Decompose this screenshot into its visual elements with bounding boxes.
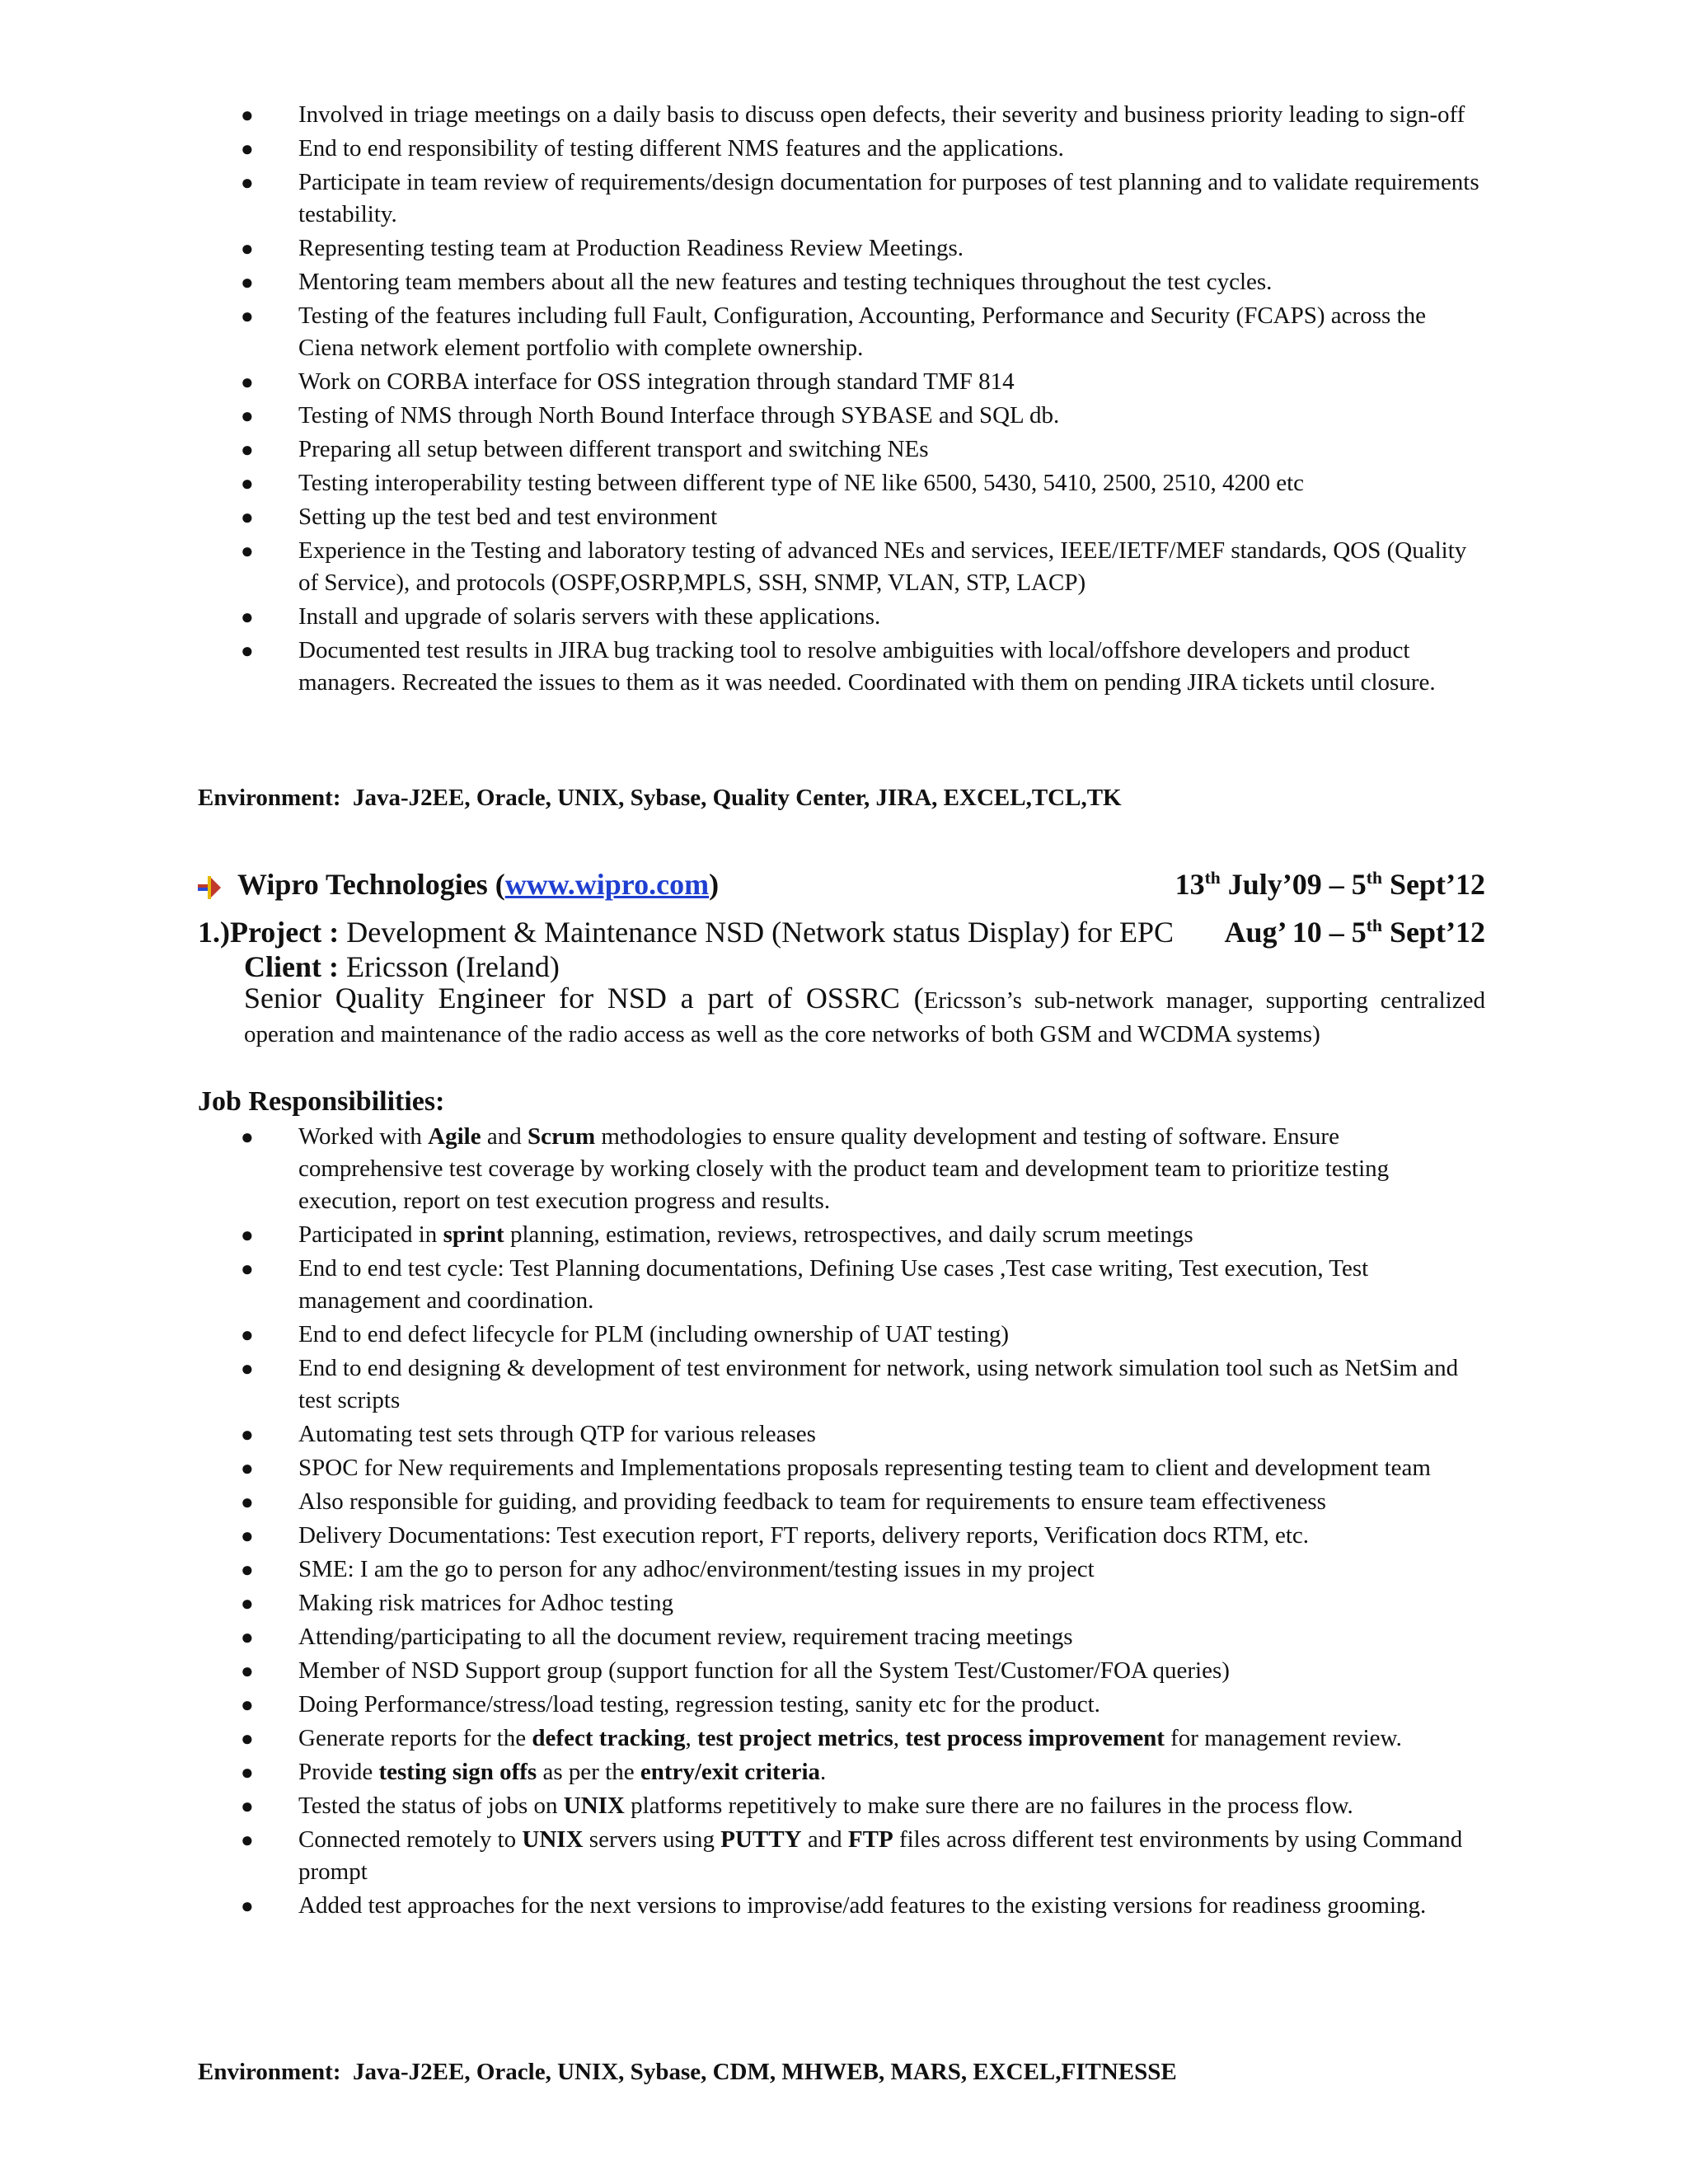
client-label: Client : bbox=[244, 950, 339, 983]
list-item bbox=[198, 1722, 1484, 1755]
list-item bbox=[198, 1520, 1484, 1552]
bullet-icon: ● bbox=[241, 1693, 254, 1717]
list-item-text: Generate reports for the bbox=[298, 1725, 532, 1751]
project-dates-sup: th bbox=[1366, 916, 1382, 935]
list-item bbox=[198, 1319, 1484, 1351]
dates-end-rest: Sept’12 bbox=[1382, 868, 1485, 901]
bullet-icon: ● bbox=[241, 1257, 254, 1281]
list-item bbox=[198, 166, 1484, 231]
list-item bbox=[198, 535, 1484, 599]
project-dates-a: Aug’ 10 – 5 bbox=[1224, 916, 1367, 949]
bullet-icon: ● bbox=[241, 370, 254, 394]
client-value: Ericsson (Ireland) bbox=[338, 950, 560, 983]
list-item-text: files across different test environments by using Command prompt bbox=[298, 1826, 1463, 1885]
list-item bbox=[198, 1452, 1484, 1484]
company-name: Wipro Technologies ( bbox=[237, 868, 505, 901]
list-item-text: SME: I am the go to person for any adhoc/environment/testing issues in my project bbox=[298, 1556, 1095, 1582]
environment-value: Java-J2EE, Oracle, UNIX, Sybase, CDM, MHWEB, MARS, EXCEL,FITNESSE bbox=[353, 2059, 1177, 2085]
bullet-icon: ● bbox=[241, 1727, 254, 1750]
dates-start-sup: th bbox=[1204, 868, 1221, 888]
bullet-icon: ● bbox=[241, 103, 254, 127]
project-dates bbox=[1224, 915, 1485, 949]
bullet-icon: ● bbox=[241, 237, 254, 260]
bullet-icon: ● bbox=[241, 539, 254, 563]
list-item-text: Agile bbox=[428, 1123, 481, 1150]
company-header bbox=[196, 867, 1485, 902]
list-item-text: End to end designing & development of test environment for network, using network simulation tool such as NetSim and test scripts bbox=[298, 1355, 1459, 1413]
bullet-icon: ● bbox=[241, 471, 254, 495]
list-item bbox=[198, 1219, 1484, 1251]
role-detail: Ericsson’s sub-network manager, supporting centralized operation and maintenance of the radio access as well as the core networks of both GSM and WCDMA systems) bbox=[244, 987, 1485, 1047]
list-item-text: Added test approaches for the next versions to improvise/add features to the existing versions for readiness grooming. bbox=[298, 1892, 1427, 1919]
bullet-icon: ● bbox=[241, 1524, 254, 1548]
list-item-text: entry/exit criteria bbox=[640, 1759, 821, 1785]
list-item-text: Provide bbox=[298, 1759, 379, 1785]
dates-start-rest: July’09 – 5 bbox=[1220, 868, 1367, 901]
list-item-text: Participated in bbox=[298, 1221, 443, 1248]
list-item bbox=[198, 1621, 1484, 1653]
bullet-icon: ● bbox=[241, 137, 254, 161]
list-item bbox=[198, 400, 1484, 432]
bullet-icon: ● bbox=[241, 171, 254, 194]
bullet-icon: ● bbox=[241, 1456, 254, 1480]
list-item-text: UNIX bbox=[522, 1826, 584, 1853]
bullet-icon: ● bbox=[241, 1490, 254, 1514]
list-item bbox=[198, 1253, 1484, 1317]
role-description bbox=[244, 982, 1485, 1050]
bullet-icon: ● bbox=[241, 505, 254, 529]
project-title: Development & Maintenance NSD (Network status Display) for EPC bbox=[339, 916, 1175, 949]
list-item-text: , bbox=[685, 1725, 697, 1751]
bullet-icon: ● bbox=[241, 1323, 254, 1347]
environment-line-wipro: Environment: Java-J2EE, Oracle, UNIX, Sybase, CDM, MHWEB, MARS, EXCEL,FITNESSE bbox=[198, 2059, 1177, 2085]
list-item bbox=[198, 1418, 1484, 1451]
environment-label: Environment bbox=[198, 2059, 333, 2085]
list-item-text: platforms repetitively to make sure there are no failures in the process flow. bbox=[624, 1793, 1353, 1819]
bullet-icon: ● bbox=[241, 1760, 254, 1784]
list-item-text: for management review. bbox=[1164, 1725, 1402, 1751]
list-item-text: Testing of the features including full Fault, Configuration, Accounting, Performance and Security (FCAPS) across the Ciena network element portfolio with complete ownership. bbox=[298, 302, 1426, 361]
bullet-icon: ● bbox=[241, 304, 254, 328]
list-item-text: Representing testing team at Production Readiness Review Meetings. bbox=[298, 235, 964, 261]
list-item bbox=[198, 1824, 1484, 1888]
bullet-icon: ● bbox=[241, 438, 254, 462]
list-item-text: Experience in the Testing and laboratory testing of advanced NEs and services, IEEE/IETF/MEF standards, QOS (Quality of Service), and protocols (OSPF,OSRP,MPLS, SSH, SNMP, VLAN, STP, LACP) bbox=[298, 537, 1467, 596]
list-item-text: FTP bbox=[847, 1826, 893, 1853]
list-item bbox=[198, 1554, 1484, 1586]
list-item-text: Delivery Documentations: Test execution report, FT reports, delivery reports, Verification docs RTM, etc. bbox=[298, 1522, 1310, 1549]
list-item-text: and bbox=[481, 1123, 528, 1150]
list-item bbox=[198, 1121, 1484, 1217]
dates-start-day: 13 bbox=[1175, 868, 1205, 901]
bullet-icon: ● bbox=[241, 1223, 254, 1247]
list-item-text: Involved in triage meetings on a daily basis to discuss open defects, their severity and business priority leading to sign-off bbox=[298, 101, 1465, 128]
list-item-text: Doing Performance/stress/load testing, regression testing, sanity etc for the product. bbox=[298, 1691, 1100, 1718]
list-item bbox=[198, 1790, 1484, 1822]
bullet-icon: ● bbox=[241, 404, 254, 428]
list-item-text: End to end responsibility of testing different NMS features and the applications. bbox=[298, 135, 1064, 162]
list-item bbox=[198, 601, 1484, 633]
list-item-text: test project metrics bbox=[696, 1725, 893, 1751]
project-dates-b: Sept’12 bbox=[1382, 916, 1485, 949]
list-item-text: Worked with bbox=[298, 1123, 429, 1150]
bullet-icon: ● bbox=[241, 1894, 254, 1918]
environment-value: Java-J2EE, Oracle, UNIX, Sybase, Quality Center, JIRA, EXCEL,TCL,TK bbox=[353, 785, 1122, 811]
list-item-text: , bbox=[893, 1725, 906, 1751]
list-item-text: Work on CORBA interface for OSS integration through standard TMF 814 bbox=[298, 368, 1015, 395]
list-item-text: test process improvement bbox=[905, 1725, 1165, 1751]
bullet-icon: ● bbox=[241, 1794, 254, 1818]
company-dates bbox=[1175, 867, 1485, 902]
list-item bbox=[198, 1587, 1484, 1619]
list-item-text: PUTTY bbox=[720, 1826, 802, 1853]
list-item-text: Also responsible for guiding, and providing feedback to team for requirements to ensure team effectiveness bbox=[298, 1488, 1326, 1515]
list-item-text: servers using bbox=[583, 1826, 721, 1853]
list-item-text: planning, estimation, reviews, retrospectives, and daily scrum meetings bbox=[504, 1221, 1193, 1248]
list-item-text: defect tracking bbox=[532, 1725, 686, 1751]
list-item bbox=[198, 1890, 1484, 1922]
company-link[interactable]: www.wipro.com bbox=[504, 868, 710, 901]
list-item-text: Connected remotely to bbox=[298, 1826, 523, 1853]
list-item-text: Testing of NMS through North Bound Interface through SYBASE and SQL db. bbox=[298, 402, 1060, 429]
bullet-icon: ● bbox=[241, 1828, 254, 1852]
list-item-text: SPOC for New requirements and Implementations proposals representing testing team to client and development team bbox=[298, 1455, 1431, 1481]
bullet-icon: ● bbox=[241, 270, 254, 294]
list-item-text: Documented test results in JIRA bug tracking tool to resolve ambiguities with local/offshore developers and product managers. Recreated the issues to them as it was needed. Coordinated with them on pending JIRA tickets until closure. bbox=[298, 637, 1436, 696]
list-item bbox=[198, 366, 1484, 398]
list-item bbox=[198, 99, 1484, 131]
environment-line-ciena: Environment: Java-J2EE, Oracle, UNIX, Sybase, Quality Center, JIRA, EXCEL,TCL,TK bbox=[198, 785, 1122, 811]
list-item bbox=[198, 1756, 1484, 1788]
list-item-text: Mentoring team members about all the new features and testing techniques throughout the test cycles. bbox=[298, 269, 1273, 295]
bullet-icon: ● bbox=[241, 639, 254, 663]
list-item-text: End to end defect lifecycle for PLM (including ownership of UAT testing) bbox=[298, 1321, 1009, 1347]
list-item-text: Scrum bbox=[527, 1123, 596, 1150]
list-item-text: Setting up the test bed and test environment bbox=[298, 504, 718, 530]
company-name-close: ) bbox=[709, 868, 720, 901]
list-item bbox=[198, 434, 1484, 466]
list-item bbox=[198, 300, 1484, 364]
list-item-text: Attending/participating to all the document review, requirement tracing meetings bbox=[298, 1624, 1073, 1650]
list-item bbox=[198, 1486, 1484, 1518]
bullet-icon: ● bbox=[241, 1422, 254, 1446]
list-item-text: and bbox=[801, 1826, 848, 1853]
list-item-text: Member of NSD Support group (support function for all the System Test/Customer/FOA queries) bbox=[298, 1657, 1230, 1684]
list-item-text: Participate in team review of requirements/design documentation for purposes of test planning and to validate requirements testability. bbox=[298, 169, 1479, 227]
list-item-text: methodologies to ensure quality development and testing of software. Ensure comprehensive test coverage by working closely with the product team and development team to prioritize testing execution, report on test execution progress and results. bbox=[298, 1123, 1390, 1214]
bullet-icon: ● bbox=[241, 1125, 254, 1149]
bullet-icon: ● bbox=[241, 1625, 254, 1649]
list-item-text: sprint bbox=[443, 1221, 504, 1248]
list-item-text: Testing interoperability testing between different type of NE like 6500, 5430, 5410, 2500, 2510, 4200 etc bbox=[298, 470, 1305, 496]
list-item bbox=[198, 232, 1484, 265]
list-item-text: Tested the status of jobs on bbox=[298, 1793, 564, 1819]
bullet-icon: ● bbox=[241, 1591, 254, 1615]
list-item bbox=[198, 467, 1484, 499]
bullet-arrow-icon bbox=[196, 876, 223, 899]
project-label: 1.)Project : bbox=[198, 916, 340, 949]
list-item-text: Install and upgrade of solaris servers with these applications. bbox=[298, 603, 881, 630]
list-item-text: . bbox=[820, 1759, 827, 1785]
list-item bbox=[198, 501, 1484, 533]
list-item-text: testing sign offs bbox=[378, 1759, 537, 1785]
list-item bbox=[198, 1352, 1484, 1417]
list-item bbox=[198, 1689, 1484, 1721]
list-item-text: Making risk matrices for Adhoc testing bbox=[298, 1590, 674, 1616]
environment-label: Environment bbox=[198, 785, 333, 811]
bullet-icon: ● bbox=[241, 605, 254, 629]
client-line bbox=[244, 949, 560, 984]
dates-end-sup: th bbox=[1366, 868, 1382, 888]
list-item bbox=[198, 133, 1484, 165]
project-line bbox=[198, 915, 1485, 949]
list-item-text: End to end test cycle: Test Planning documentations, Defining Use cases ,Test case writing, Test execution, Test management and coordination. bbox=[298, 1255, 1369, 1314]
bullet-icon: ● bbox=[241, 1357, 254, 1380]
list-item-text: as per the bbox=[537, 1759, 640, 1785]
bullet-icon: ● bbox=[241, 1659, 254, 1683]
list-item bbox=[198, 1655, 1484, 1687]
list-item-text: UNIX bbox=[563, 1793, 625, 1819]
list-item bbox=[198, 266, 1484, 298]
list-item-text: Automating test sets through QTP for various releases bbox=[298, 1421, 816, 1447]
responsibilities-list-wipro bbox=[198, 1121, 1484, 1924]
job-responsibilities-heading: Job Responsibilities: bbox=[198, 1086, 445, 1117]
list-item bbox=[198, 635, 1484, 699]
responsibilities-list-ciena bbox=[198, 99, 1484, 701]
role-main: Senior Quality Engineer for NSD a part of OSSRC ( bbox=[244, 982, 924, 1015]
list-item-text: Preparing all setup between different transport and switching NEs bbox=[298, 436, 929, 462]
bullet-icon: ● bbox=[241, 1558, 254, 1582]
